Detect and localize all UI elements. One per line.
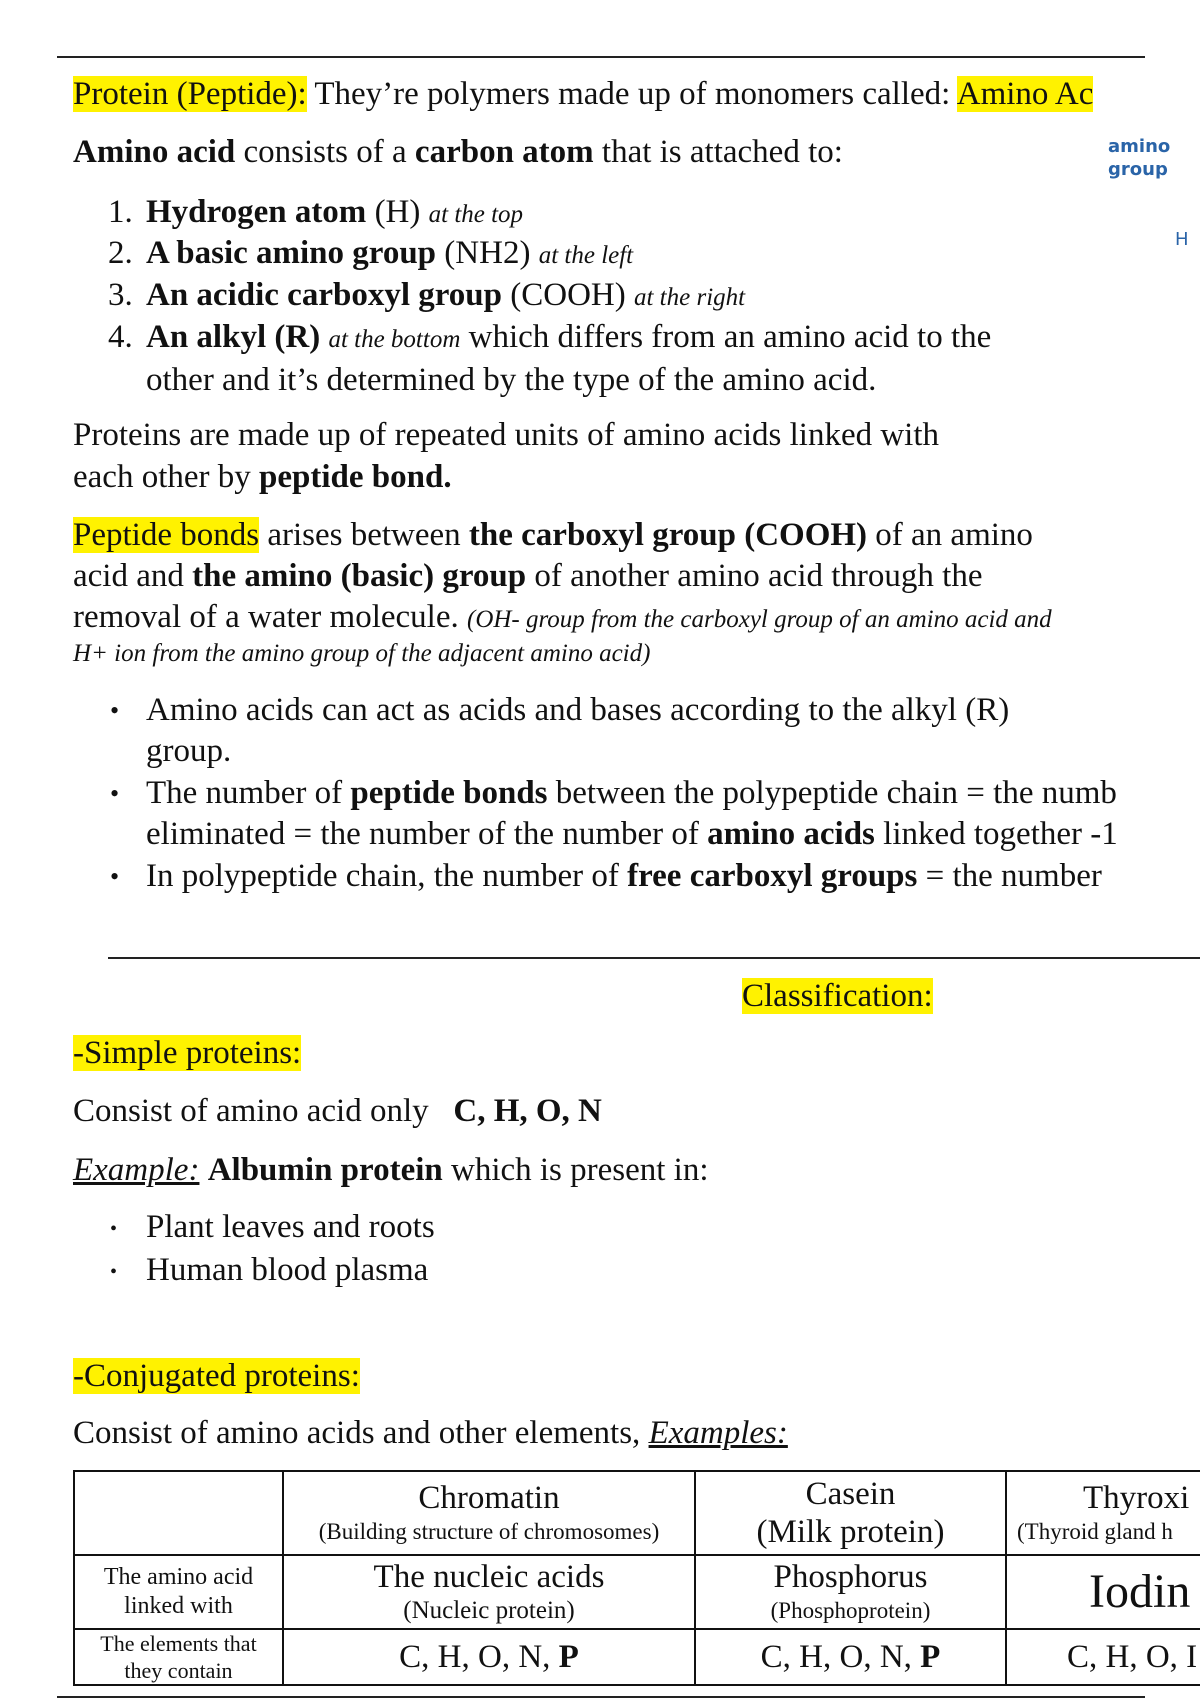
table-header-cell: Thyroxi (Thyroid gland h — [1006, 1471, 1200, 1555]
simple-proteins-heading: -Simple proteins: — [73, 1035, 302, 1071]
proteins-paragraph: Proteins are made up of repeated units of amino acids linked with each other by peptide bond. — [73, 417, 940, 495]
peptide-note: H+ ion from the amino group of the adjacent amino acid) — [73, 640, 651, 667]
list-item: • In polypeptide chain, the number of free carboxyl groups = the number — [110, 858, 1102, 894]
simple-consist: Consist of amino acid only C, H, O, N — [73, 1093, 602, 1129]
section-divider — [108, 957, 1200, 959]
table-cell: The nucleic acids (Nucleic protein) — [283, 1555, 695, 1629]
amino-acid-highlight: Amino Ac — [956, 76, 1094, 112]
table-corner-cell — [74, 1471, 283, 1555]
table-cell: C, H, O, I — [1006, 1629, 1200, 1685]
list-item: 1. Hydrogen atom (H) at the top — [108, 194, 524, 230]
list-item: • Amino acids can act as acids and bases according to the alkyl (R) group. — [110, 692, 1010, 769]
h-label: H — [1175, 229, 1189, 250]
protein-term: Protein (Peptide): — [73, 76, 307, 112]
list-item: 4. An alkyl (R) at the bottom which differs from an amino acid to the other and it’s determined by the type of the amino acid. — [108, 319, 992, 398]
table-cell: Iodin — [1006, 1555, 1200, 1629]
table-row — [74, 1629, 1200, 1685]
table-cell: C, H, O, N, P — [283, 1629, 695, 1685]
amino-acid-definition: Amino acid consists of a carbon atom that is attached to: — [73, 134, 843, 170]
list-item: • Plant leaves and roots — [110, 1209, 435, 1245]
bottom-rule — [57, 1696, 1145, 1698]
peptide-bonds-paragraph: Peptide bonds arises between the carboxyl group (COOH) of an amino acid and the amino (basic) group of another amino acid through the removal of a water molecule. (OH- group from the carboxyl group of an amino acid and — [73, 517, 1052, 635]
amino-group-label: amino group — [1108, 136, 1171, 180]
conjugated-proteins-table — [73, 1470, 1200, 1686]
table-header-cell: Casein (Milk protein) — [695, 1471, 1006, 1555]
table-row-header: The amino acid linked with — [74, 1555, 283, 1629]
top-rule — [57, 56, 1145, 58]
table-cell: Phosphorus (Phosphoprotein) — [695, 1555, 1006, 1629]
list-item: • Human blood plasma — [110, 1252, 429, 1288]
simple-example: Example: Albumin protein which is present in: — [73, 1152, 709, 1188]
table-row-header: The elements that they contain — [74, 1629, 283, 1685]
list-item: 2. A basic amino group (NH2) at the left — [108, 235, 634, 271]
table-header-row — [74, 1471, 1200, 1555]
intro-line: Protein (Peptide): They’re polymers made up of monomers called: Amino Ac — [73, 76, 1094, 112]
table-row — [74, 1555, 1200, 1629]
table-header-cell: Chromatin (Building structure of chromosomes) — [283, 1471, 695, 1555]
list-item: 3. An acidic carboxyl group (COOH) at the right — [108, 277, 746, 313]
conjugated-proteins-heading: -Conjugated proteins: — [73, 1358, 360, 1394]
table-cell: C, H, O, N, P — [695, 1629, 1006, 1685]
list-item: • The number of peptide bonds between the polypeptide chain = the numb eliminated = the number of the number of amino acids linked together -1 — [110, 775, 1118, 852]
classification-heading: Classification: — [742, 978, 933, 1014]
conjugated-text: Consist of amino acids and other elements, Examples: — [73, 1415, 788, 1451]
